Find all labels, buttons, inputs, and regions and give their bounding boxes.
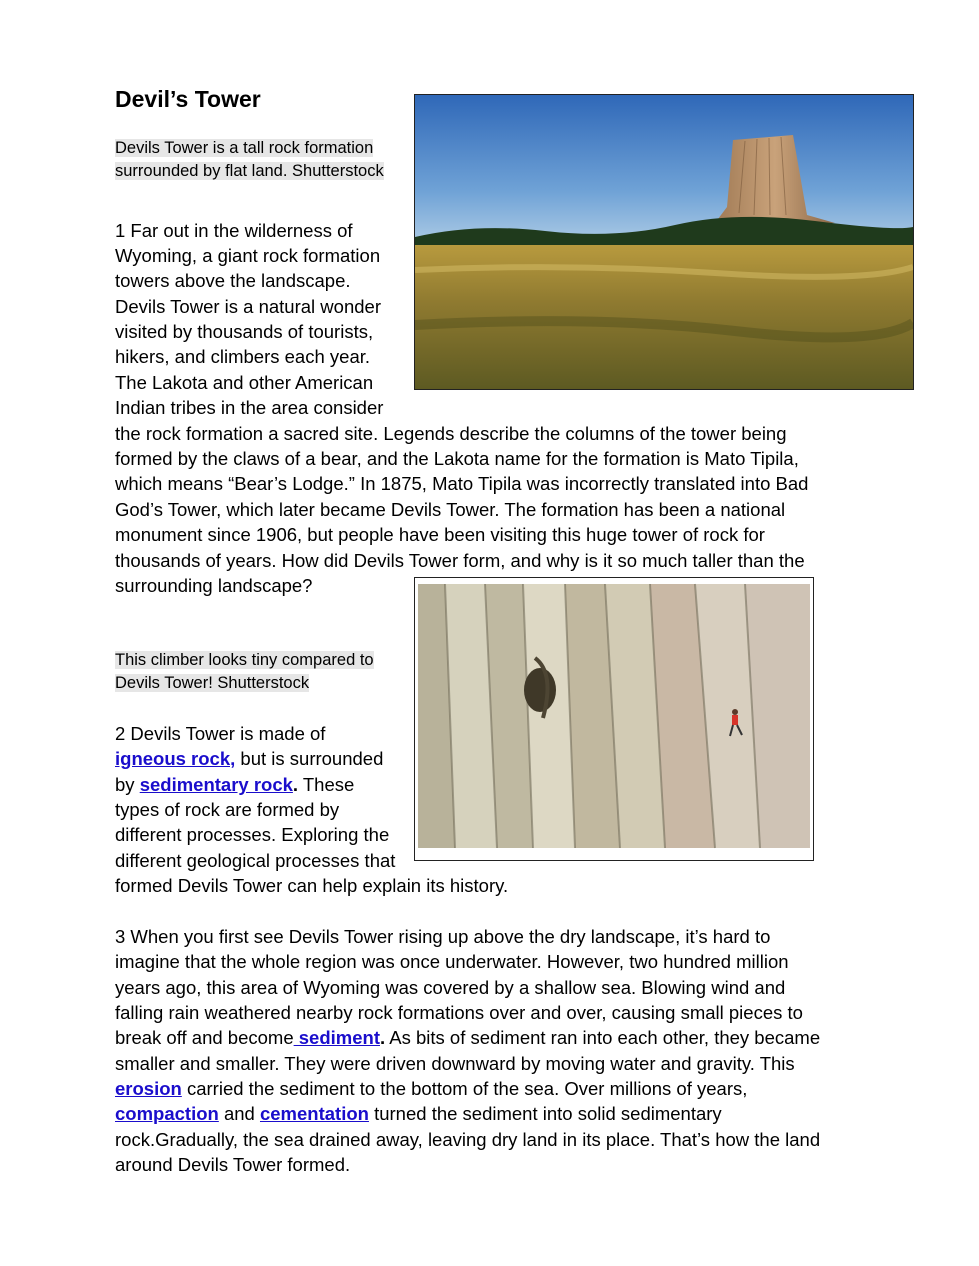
text-line: compaction and cementation turned the sediment into solid sedimentary	[115, 1103, 722, 1124]
text-line: thousands of years. How did Devils Tower form, and why is it so much taller than the	[115, 550, 805, 571]
text-line: monument since 1906, but people have been visiting this huge tower of rock for	[115, 524, 765, 545]
text-line: 1 Far out in the wilderness of	[115, 220, 353, 241]
text-line: rock.Gradually, the sea drained away, leaving dry land in its place. That’s how the land	[115, 1129, 821, 1150]
text-line: imagine that the whole region was once underwater. However, two hundred million	[115, 951, 789, 972]
devils-tower-photo	[414, 94, 914, 390]
text-line: Devils Tower is a natural wonder	[115, 296, 381, 317]
photo-caption-line: Devils Tower is a tall rock formation	[115, 139, 374, 157]
text-line: years ago, this area of Wyoming was covered by a shallow sea. Blowing wind and	[115, 977, 786, 998]
text-line: falling rain weathered nearby rock formations over and over, causing small pieces to	[115, 1002, 803, 1023]
text-line: erosion carried the sediment to the bottom of the sea. Over millions of years,	[115, 1078, 748, 1099]
photo-caption-line: Devils Tower! Shutterstock	[115, 674, 310, 692]
text-line: The Lakota and other American	[115, 372, 374, 393]
compaction-link[interactable]: compaction	[115, 1103, 219, 1124]
text-line: towers above the landscape.	[115, 270, 351, 291]
text-line: Indian tribes in the area consider	[115, 397, 384, 418]
text-line: around Devils Tower formed.	[115, 1154, 351, 1175]
igneous-rock-link[interactable]: igneous rock,	[115, 748, 236, 769]
text-line: which means “Bear’s Lodge.” In 1875, Mato Tipila was incorrectly translated into Bad	[115, 473, 809, 494]
sediment-link[interactable]: sediment	[293, 1027, 380, 1048]
text-line: types of rock are formed by	[115, 799, 340, 820]
text-line: hikers, and climbers each year.	[115, 346, 371, 367]
text-line: by sedimentary rock. These	[115, 774, 355, 795]
photo-caption-line: This climber looks tiny compared to	[115, 651, 374, 669]
cementation-link[interactable]: cementation	[259, 1103, 369, 1124]
text-line: 3 When you first see Devils Tower rising up above the dry landscape, it’s hard to	[115, 926, 771, 947]
text-line: formed Devils Tower can help explain its history.	[115, 875, 509, 896]
text-line: break off and become sediment. As bits of sediment ran into each other, they became	[115, 1027, 821, 1048]
text-line: 2 Devils Tower is made of	[115, 723, 326, 744]
text-line: different geological processes that	[115, 850, 396, 871]
page-title: Devil’s Tower	[115, 86, 261, 112]
text-line: smaller and smaller. They were driven downward by moving water and gravity. This	[115, 1053, 795, 1074]
text-line: visited by thousands of tourists,	[115, 321, 374, 342]
text-line: the rock formation a sacred site. Legends describe the columns of the tower being	[115, 423, 787, 444]
text-line: surrounding landscape?	[115, 575, 313, 596]
erosion-link[interactable]: erosion	[115, 1078, 182, 1099]
text-line: Wyoming, a giant rock formation	[115, 245, 381, 266]
text-line: different processes. Exploring the	[115, 824, 390, 845]
text-line: God’s Tower, which later became Devils Tower. The formation has been a national	[115, 499, 786, 520]
climber-photo	[414, 577, 814, 861]
photo-caption-line: surrounded by flat land. Shutterstock	[115, 162, 384, 180]
text-line: igneous rock, but is surrounded	[115, 748, 384, 769]
text-line: formed by the claws of a bear, and the Lakota name for the formation is Mato Tipila,	[115, 448, 799, 469]
sedimentary-rock-link[interactable]: sedimentary rock	[139, 774, 293, 795]
